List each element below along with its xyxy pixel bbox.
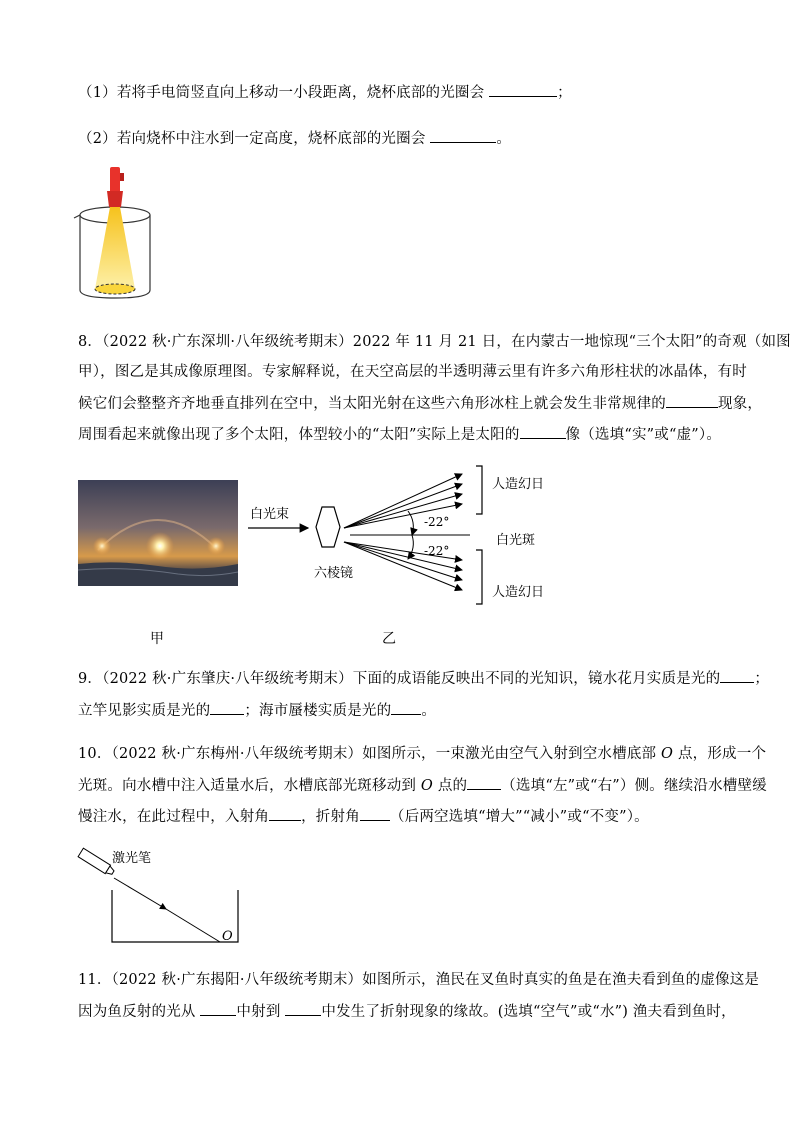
q10-line2: 光斑。向水槽中注入适量水后，水槽底部光斑移动到 O 点的 （选填“左”或“右”）侧。继续沿水槽壁缓 [78,775,767,796]
q9-line2: 立竿见影实质是光的 ；海市蜃楼实质是光的 。 [78,700,436,721]
white-spot-label: 白光斑 [496,533,536,548]
q8-line2: 甲），图乙是其成像原理图。专家解释说，在天空高层的半透明薄云里有许多六角形柱状的冰晶体，有时 [78,364,747,380]
answer-blank[interactable] [666,393,718,408]
q10-line1: 10．（2022 秋·广东梅州·八年级统考期末）如图所示，一束激光由空气入射到空水槽底部 O 点，形成一个 [78,746,767,762]
caption-right: 乙 [382,631,396,647]
answer-blank[interactable] [210,700,244,715]
answer-blank[interactable] [269,806,301,821]
halo-ray-diagram [240,462,570,612]
sun-dog-photo [78,480,238,586]
q8-line4: 周围看起来就像出现了多个太阳，体型较小的“太阳”实际上是太阳的 像（选填“实”或“虚”）。 [78,424,721,445]
q11-line1: 11．（2022 秋·广东揭阳·八年级统考期末）如图所示，渔民在叉鱼时真实的鱼是在渔夫看到鱼的虚像这是 [78,972,760,988]
q11-line2: 因为鱼反射的光从 中射到 中发生了折射现象的缘故。(选填“空气”或“水”) 渔夫看到鱼时， [78,1001,736,1022]
laser-tank-figure [74,842,254,952]
bottom-phantom-label: 人造幻日 [492,585,545,600]
answer-blank[interactable] [520,424,566,439]
angle-bottom-label: -22° [424,544,450,558]
q8-line3: 候它们会整整齐齐地垂直排列在空中，当太阳光射在这些六角形冰柱上就会发生非常规律的 现象， [78,393,762,414]
q9-line1: 9．（2022 秋·广东肇庆·八年级统考期末）下面的成语能反映出不同的光知识，镜水花月实质是光的 ； [78,668,769,689]
caption-left: 甲 [150,631,164,647]
q7-sub1: （1）若将手电筒竖直向上移动一小段距离，烧杯底部的光圈会 ； [78,82,572,103]
flashlight-beaker-figure [70,165,170,305]
laser-label: 激光笔 [112,851,152,866]
point-o-label: O [222,929,233,944]
answer-blank[interactable] [467,775,501,790]
q7-sub2: （2）若向烧杯中注水到一定高度，烧杯底部的光圈会 。 [78,128,511,149]
answer-blank[interactable] [285,1001,321,1016]
answer-blank[interactable] [720,668,754,683]
answer-blank[interactable] [200,1001,236,1016]
prism-label: 六棱镜 [314,566,354,581]
angle-top-label: -22° [424,515,450,529]
top-phantom-label: 人造幻日 [492,477,545,492]
answer-blank[interactable] [360,806,390,821]
answer-blank[interactable] [391,700,421,715]
q8-line1: 8．（2022 秋·广东深圳·八年级统考期末）2022 年 11 月 21 日，在内蒙古一地惊现“三个太阳”的奇观（如图 [78,334,791,350]
answer-blank[interactable] [430,128,496,143]
white-beam-label: 白光束 [250,507,290,522]
answer-blank[interactable] [489,82,557,97]
q10-line3: 慢注水，在此过程中，入射角 ，折射角 （后两空选填“增大”“减小”或“不变”）。 [78,806,649,827]
